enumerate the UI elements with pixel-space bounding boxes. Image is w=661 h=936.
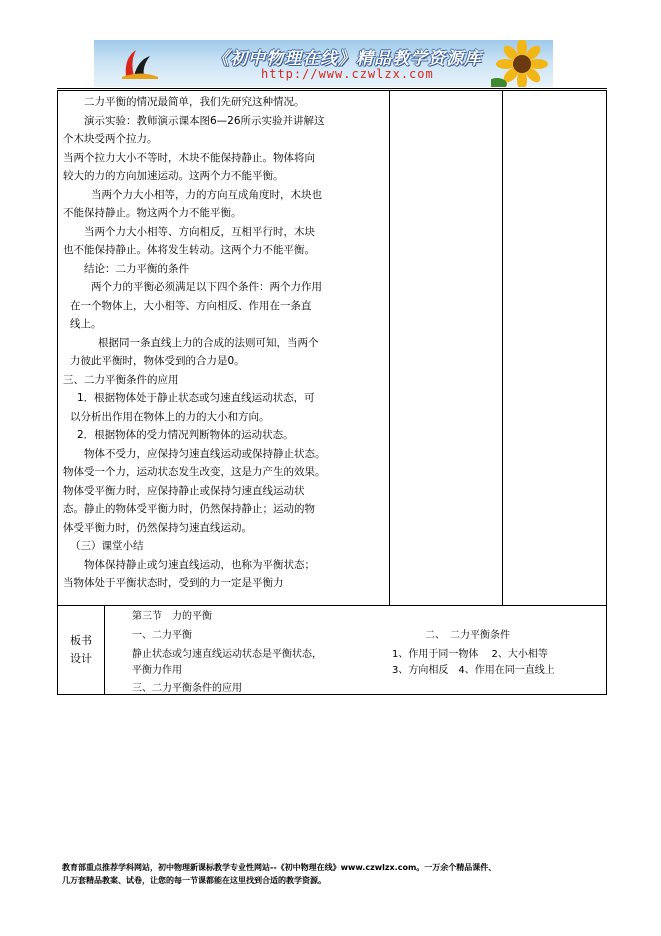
- board-design-label: [57, 632, 105, 668]
- text-line: 体受平衡力时，仍然保持匀速直线运动。: [63, 521, 252, 534]
- text-line: 当两个力大小相等，力的方向互成角度时，木块也: [91, 188, 322, 201]
- table-column-divider: [502, 90, 503, 605]
- text-line: 物体受平衡力时，应保持静止或保持匀速直线运动状: [63, 484, 305, 497]
- text-line: 力彼此平衡时，物体受到的合力是0。: [70, 355, 245, 367]
- footer-line: 几万套精品教案、试卷，让您的每一节课都能在这里找到合适的教学资源。: [62, 876, 326, 885]
- table-column-divider: [389, 90, 390, 605]
- text-line: 物体保持静止或匀速直线运动，也称为平衡状态；: [84, 558, 315, 571]
- text-line: 结论：二力平衡的条件: [84, 262, 189, 275]
- text-line: 2．根据物体的受力情况判断物体的运动状态。: [77, 429, 294, 441]
- text-line: 以分析出作用在物体上的力的大小和方向。: [70, 410, 270, 423]
- board-item-1-desc: 平衡力作用: [132, 665, 182, 676]
- text-line: 物体受一个力，运动状态发生改变，这是力产生的效果。: [63, 466, 326, 478]
- board-condition: 3、方向相反 4、作用在同一直线上: [392, 665, 555, 676]
- page-footer: [62, 861, 622, 887]
- board-item-1-desc: 静止状态或匀速直线运动状态是平衡状态，: [132, 649, 322, 660]
- board-item-3: 三、二力平衡条件的应用: [132, 683, 242, 694]
- text-line: 态。静止的物体受平衡力时，仍然保持静止；运动的物: [63, 503, 315, 515]
- header-rule: [57, 88, 607, 89]
- section-heading: （三）课堂小结: [70, 540, 144, 552]
- board-label-line: 板书: [70, 634, 92, 647]
- board-label-line: 设计: [70, 652, 92, 665]
- site-logo-icon: [120, 46, 160, 80]
- sunflower-icon: [491, 40, 553, 87]
- text-line: 较大的力的方向加速运动。这两个力不能平衡。: [63, 170, 284, 182]
- text-line: 二力平衡的情况最简单，我们先研究这种情况。: [84, 96, 305, 108]
- text-line: 在一个物体上，大小相等、方向相反、作用在一条直: [70, 299, 312, 312]
- section-heading: 三、二力平衡条件的应用: [63, 373, 179, 386]
- board-item-1: 一、二力平衡: [132, 630, 192, 641]
- text-line: 线上。: [70, 318, 102, 330]
- text-line: 根据同一条直线上力的合成的法则可知，当两个: [98, 336, 319, 349]
- text-line: 1．根据物体处于静止状态或匀速直线运动状态，可: [77, 392, 315, 404]
- banner-title: 《初中物理在线》精品教学资源库: [212, 49, 482, 69]
- table-row-divider: [57, 605, 607, 606]
- banner-url[interactable]: http://www.czwlzx.com: [261, 67, 434, 81]
- text-line: 当两个拉力大小不等时，木块不能保持静止。物体将向: [63, 151, 315, 164]
- lesson-content: [63, 93, 388, 593]
- text-line: 当物体处于平衡状态时，受到的力一定是平衡力: [63, 577, 284, 589]
- text-line: 当两个力大小相等、方向相反，互相平行时，木块: [84, 225, 315, 238]
- text-line: 物体不受力，应保持匀速直线运动或保持静止状态。: [84, 447, 326, 460]
- board-section-title: 第三节 力的平衡: [132, 611, 212, 622]
- text-line: 个木块受两个拉力。: [63, 133, 158, 145]
- text-line: 也不能保持静止。体将发生转动。这两个力不能平衡。: [63, 244, 315, 256]
- header-banner: [94, 40, 553, 87]
- board-condition: 1、作用于同一物体 2、大小相等: [392, 649, 548, 660]
- text-line: 演示实验：教师演示课本图6—26所示实验并讲解这: [84, 114, 325, 127]
- footer-line: 教育部重点推荐学科网站，初中物理新课标教学专业性网站--《初中物理在线》www.czwlzx.com。一万余个精品课件、: [62, 863, 497, 872]
- board-item-2: 二、 二力平衡条件: [425, 630, 510, 641]
- text-line: 两个力的平衡必须满足以下四个条件：两个力作用: [91, 281, 322, 293]
- text-line: 不能保持静止。物这两个力不能平衡。: [63, 207, 242, 219]
